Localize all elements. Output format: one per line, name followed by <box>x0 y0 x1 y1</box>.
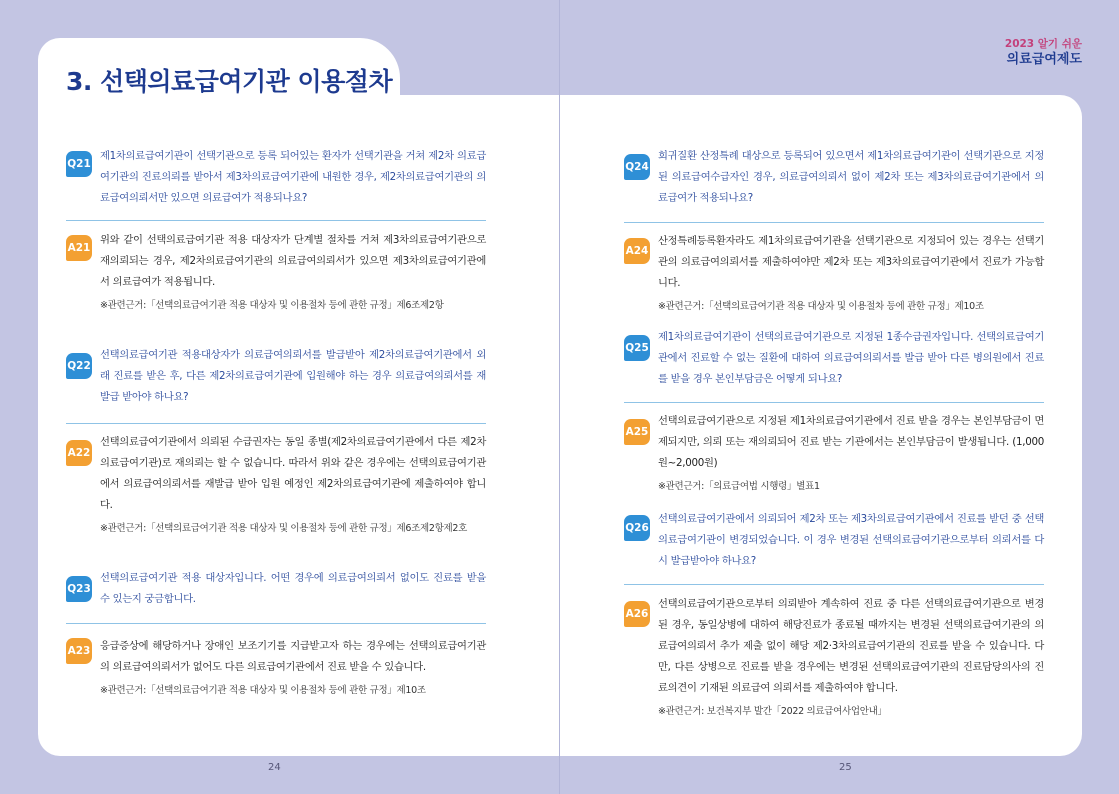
question-badge: Q21 <box>66 151 92 177</box>
reference-note: ※관련근거:「선택의료급여기관 적용 대상자 및 이용절차 등에 관한 규정」제10조 <box>658 301 984 312</box>
answer-badge: A25 <box>624 419 650 445</box>
section-title: 3. 선택의료급여기관 이용절차 <box>66 67 393 96</box>
question-text: 선택의료급여기관 적용대상자가 의료급여의뢰서를 발급받아 제2차의료급여기관에서 외래 진료를 받은 후, 다른 제2차의료급여기관에 입원해야 하는 경우 의료급여의뢰서를 재발급 받아야 하나요? <box>100 349 486 403</box>
reference-note: ※관련근거:「선택의료급여기관 적용 대상자 및 이용절차 등에 관한 규정」제6조제2항제2호 <box>100 523 468 534</box>
answer-a26 <box>624 594 1044 722</box>
divider <box>624 584 1044 585</box>
question-text: 제1차의료급여기관이 선택의료급여기관으로 지정된 1종수급권자입니다. 선택의료급여기관에서 진료할 수 없는 질환에 대하여 의료급여의뢰서를 발급 받아 다른 병의원에서 진료를 받을 경우 본인부담금은 어떻게 되나요? <box>658 331 1044 385</box>
reference-note: ※관련근거:「선택의료급여기관 적용 대상자 및 이용절차 등에 관한 규정」제6조제2항 <box>100 300 444 311</box>
question-text: 희귀질환 산정특례 대상으로 등록되어 있으면서 제1차의료급여기관이 선택기관으로 지정된 의료급여수급자인 경우, 의료급여의뢰서 없이 제2차 또는 제3차의료급여기관에서 의료급여가 적용되나요? <box>658 150 1044 204</box>
question-q24 <box>624 146 1044 209</box>
publication-brand <box>1005 38 1082 68</box>
question-badge: Q22 <box>66 353 92 379</box>
answer-badge: A23 <box>66 638 92 664</box>
question-text: 선택의료급여기관 적용 대상자입니다. 어떤 경우에 의료급여의뢰서 없이도 진료를 받을 수 있는지 궁금합니다. <box>100 572 486 605</box>
answer-a21 <box>66 230 486 316</box>
answer-text: 선택의료급여기관에서 의뢰된 수급권자는 동일 종별(제2차의료급여기관에서 다른 제2차의료급여기관)로 재의뢰는 할 수 없습니다. 따라서 위와 같은 경우에는 선택의료급여기관에서 의료급여의뢰서를 재발급 받아 입원 예정인 제2차의료급여기관에 제출하여야 합니다. <box>100 436 486 511</box>
answer-badge: A26 <box>624 601 650 627</box>
brand-title: 의료급여제도 <box>1006 52 1082 67</box>
brand-subtitle: 2023 알기 쉬운 <box>1004 38 1082 50</box>
question-q22 <box>66 345 486 408</box>
answer-text: 응급증상에 해당하거나 장애인 보조기기를 지급받고자 하는 경우에는 선택의료급여기관의 의료급여의뢰서가 없어도 다른 의료급여기관에서 진료 받을 수 있습니다. <box>100 640 486 673</box>
question-text: 선택의료급여기관에서 의뢰되어 제2차 또는 제3차의료급여기관에서 진료를 받던 중 선택의료급여기관이 변경되었습니다. 이 경우 변경된 선택의료급여기관으로부터 의뢰서를 다시 발급받아야 하나요? <box>658 513 1044 567</box>
answer-a24 <box>624 231 1044 317</box>
answer-text: 위와 같이 선택의료급여기관 적용 대상자가 단계별 절차를 거쳐 제3차의료급여기관으로 재의뢰되는 경우, 제2차의료급여기관의 의료급여의뢰서가 있으면 제3차의료급여기관에서 의료급여가 적용됩니다. <box>100 234 486 288</box>
answer-text: 선택의료급여기관으로 지정된 제1차의료급여기관에서 진료 받을 경우는 본인부담금이 면제되지만, 의뢰 또는 재의뢰되어 진료 받는 기관에서는 본인부담금이 발생됩니다. (1,000원~2,000원) <box>658 415 1044 469</box>
divider <box>624 222 1044 223</box>
question-q25 <box>624 327 1044 390</box>
divider <box>66 423 486 424</box>
page-number-right: 25 <box>839 762 852 773</box>
reference-note: ※관련근거: 보건복지부 발간「2022 의료급여사업안내」 <box>658 706 887 717</box>
answer-badge: A21 <box>66 235 92 261</box>
divider <box>66 220 486 221</box>
divider <box>624 402 1044 403</box>
answer-a23 <box>66 636 486 701</box>
question-q26 <box>624 509 1044 572</box>
question-badge: Q23 <box>66 576 92 602</box>
question-text: 제1차의료급여기관이 선택기관으로 등록 되어있는 환자가 선택기관을 거쳐 제2차 의료급여기관의 진료의뢰를 받아서 제3차의료급여기관에 내원한 경우, 제2차의료급여기관의 의료급여의뢰서만 있으면 의료급여가 적용되나요? <box>100 150 486 204</box>
answer-badge: A22 <box>66 440 92 466</box>
page-number-left: 24 <box>268 762 281 773</box>
answer-a25 <box>624 411 1044 497</box>
reference-note: ※관련근거:「선택의료급여기관 적용 대상자 및 이용절차 등에 관한 규정」제10조 <box>100 685 426 696</box>
answer-badge: A24 <box>624 238 650 264</box>
question-badge: Q25 <box>624 335 650 361</box>
question-q21 <box>66 146 486 209</box>
answer-text: 산정특례등록환자라도 제1차의료급여기관을 선택기관으로 지정되어 있는 경우는 선택기관의 의료급여의뢰서를 제출하여야만 제2차 또는 제3차의료급여기관에서 진료가 가능합니다. <box>658 235 1044 289</box>
question-q23 <box>66 568 486 610</box>
answer-a22 <box>66 432 486 539</box>
question-badge: Q26 <box>624 515 650 541</box>
reference-note: ※관련근거:「의료급여법 시행령」별표1 <box>658 481 820 492</box>
question-badge: Q24 <box>624 154 650 180</box>
divider <box>66 623 486 624</box>
answer-text: 선택의료급여기관으로부터 의뢰받아 계속하여 진료 중 다른 선택의료급여기관으로 변경된 경우, 동일상병에 대하여 해당진료가 종료될 때까지는 변경된 선택의료급여기관의 의료급여의뢰서 추가 제출 없이 해당 제2·3차의료급여기관의 진료를 받을 수 있습니다. 다만, 다른 상병으로 진료를 받을 경우에는 변경된 선택의료급여기관의 진료담당의사의 진료의견이 기재된 의료급여 의뢰서를 제출하여야 합니다. <box>658 598 1044 694</box>
